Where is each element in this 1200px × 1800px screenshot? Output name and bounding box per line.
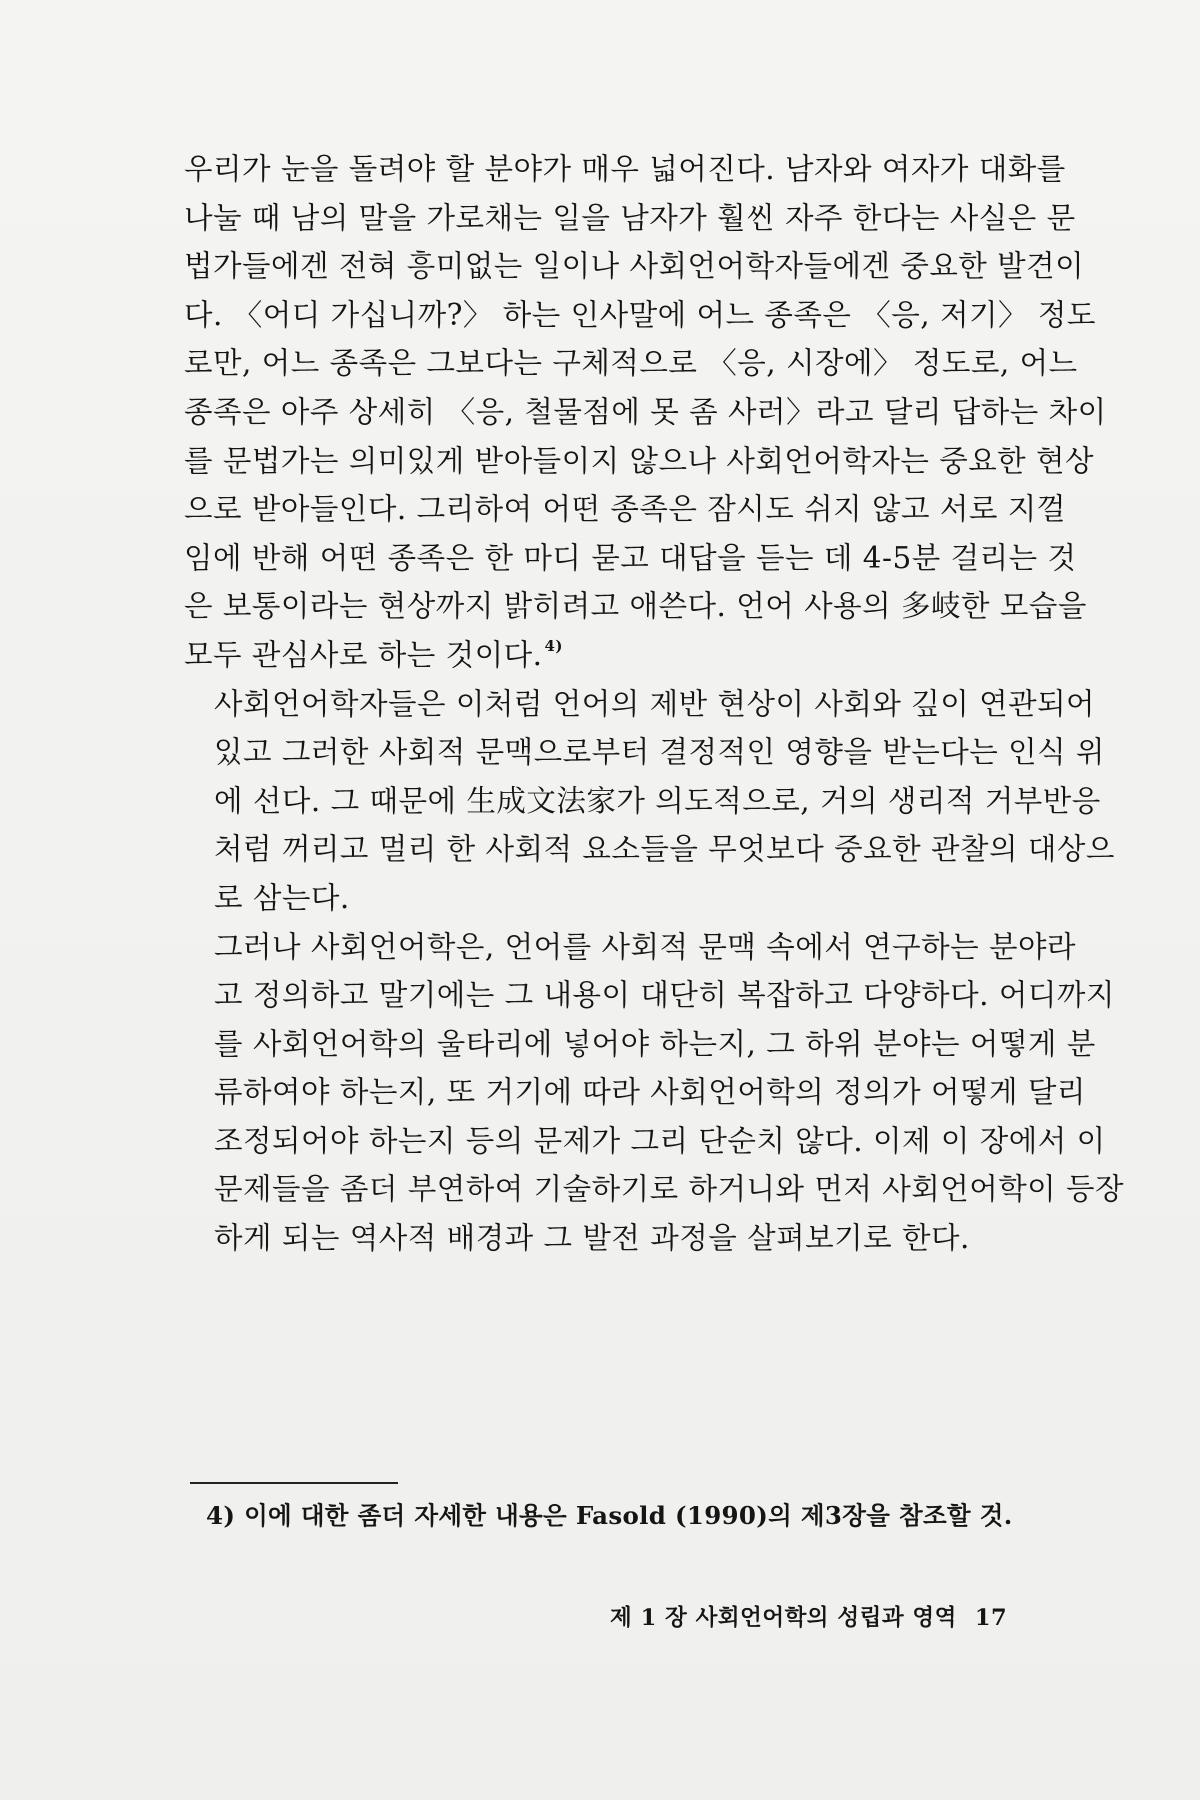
text-line: 를 사회언어학의 울타리에 넣어야 하는지, 그 하위 분야는 어떻게 분 — [214, 1026, 1096, 1061]
text-line: 모두 관심사로 하는 것이다. — [184, 637, 543, 672]
text-line: 나눌 때 남의 말을 가로채는 일을 남자가 훨씬 자주 한다는 사실은 문 — [184, 200, 1076, 235]
text-line: 그러나 사회언어학은, 언어를 사회적 문맥 속에서 연구하는 분야라 — [214, 929, 1076, 964]
footnote: 4) 이에 대한 좀더 자세한 내용은 Fasold (1990)의 제3장을 참조할 것. — [206, 1501, 1013, 1530]
text-line-with-footnote — [184, 631, 1054, 680]
text-line: 있고 그러한 사회적 문맥으로부터 결정적인 영향을 받는다는 인식 위 — [214, 735, 1105, 770]
text-line: 하게 되는 역사적 배경과 그 발전 과정을 살펴보기로 한다. — [214, 1221, 970, 1256]
text-line: 사회언어학자들은 이처럼 언어의 제반 현상이 사회와 깊이 연관되어 — [214, 686, 1096, 721]
text-line: 다. 〈어디 가십니까?〉 하는 인사말에 어느 종족은 〈응, 저기〉 정도 — [184, 297, 1096, 332]
text-line: 으로 받아들인다. 그리하여 어떤 종족은 잠시도 쉬지 않고 서로 지껄 — [184, 492, 1066, 527]
text-line: 문제들을 좀더 부연하여 기술하기로 하거니와 먼저 사회언어학이 등장 — [214, 1172, 1125, 1207]
body-text — [184, 145, 1125, 1263]
text-line: 로만, 어느 종족은 그보다는 구체적으로 〈응, 시장에〉 정도로, 어느 — [184, 346, 1078, 381]
text-line: 조정되어야 하는지 등의 문제가 그리 단순치 않다. 이제 이 장에서 이 — [214, 1123, 1106, 1158]
text-line: 처럼 꺼리고 멀리 한 사회적 요소들을 무엇보다 중요한 관찰의 대상으 — [214, 832, 1115, 867]
text-line: 우리가 눈을 돌려야 할 분야가 매우 넓어진다. 남자와 여자가 대화를 — [184, 152, 1066, 186]
running-footer — [610, 1602, 1007, 1634]
paragraph-3 — [184, 923, 1125, 1263]
text-line: 임에 반해 어떤 종족은 한 마디 묻고 대답을 듣는 데 4-5분 걸리는 것 — [184, 540, 1077, 575]
text-line: 법가들에겐 전혀 흥미없는 일이나 사회언어학자들에겐 중요한 발견이 — [184, 249, 1085, 284]
paragraph-2 — [184, 680, 1115, 923]
text-line: 고 정의하고 말기에는 그 내용이 대단히 복잡하고 다양하다. 어디까지 — [214, 978, 1115, 1013]
text-line: 로 삼는다. — [214, 880, 350, 915]
footnote-reference: 4) — [544, 636, 564, 655]
chapter-title: 제 1 장 사회언어학의 성립과 영역 — [610, 1605, 957, 1631]
text-line: 를 문법가는 의미있게 받아들이지 않으나 사회언어학자는 중요한 현상 — [184, 443, 1095, 478]
page-number: 17 — [974, 1605, 1008, 1631]
paragraph-1 — [184, 145, 1107, 680]
text-line: 종족은 아주 상세히 〈응, 철물점에 못 좀 사러〉라고 달리 답하는 차이 — [184, 394, 1107, 429]
text-line: 은 보통이라는 현상까지 밝히려고 애쓴다. 언어 사용의 多岐한 모습을 — [184, 589, 1087, 624]
footnote-divider — [190, 1482, 398, 1484]
text-line: 에 선다. 그 때문에 生成文法家가 의도적으로, 거의 생리적 거부반응 — [214, 783, 1101, 818]
text-line: 류하여야 하는지, 또 거기에 따라 사회언어학의 정의가 어떻게 달리 — [214, 1075, 1086, 1110]
